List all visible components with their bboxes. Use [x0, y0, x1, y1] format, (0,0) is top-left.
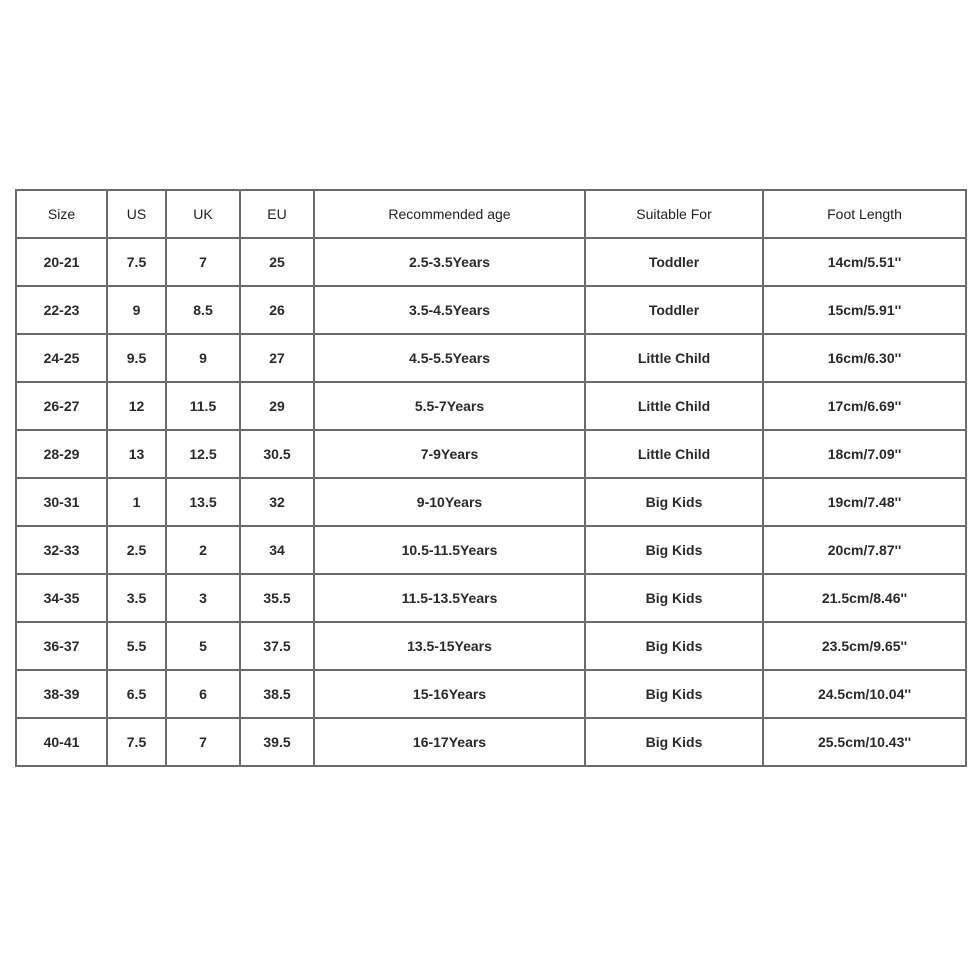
cell-foot-length: 14cm/5.51''	[763, 238, 966, 286]
header-eu: EU	[240, 190, 314, 238]
table-row	[16, 238, 966, 286]
cell-foot-length: 20cm/7.87''	[763, 526, 966, 574]
cell-us: 9	[107, 286, 166, 334]
header-recommended-age: Recommended age	[314, 190, 585, 238]
table-row	[16, 670, 966, 718]
cell-foot-length: 24.5cm/10.04''	[763, 670, 966, 718]
cell-foot-length: 15cm/5.91''	[763, 286, 966, 334]
cell-foot-length: 21.5cm/8.46''	[763, 574, 966, 622]
cell-foot-length: 25.5cm/10.43''	[763, 718, 966, 766]
cell-recommended-age: 11.5-13.5Years	[314, 574, 585, 622]
cell-suitable-for: Big Kids	[585, 526, 763, 574]
cell-size: 40-41	[16, 718, 107, 766]
cell-eu: 38.5	[240, 670, 314, 718]
cell-us: 12	[107, 382, 166, 430]
cell-uk: 13.5	[166, 478, 240, 526]
table-row	[16, 286, 966, 334]
cell-suitable-for: Little Child	[585, 382, 763, 430]
cell-us: 2.5	[107, 526, 166, 574]
cell-eu: 30.5	[240, 430, 314, 478]
cell-eu: 27	[240, 334, 314, 382]
cell-recommended-age: 16-17Years	[314, 718, 585, 766]
table-row	[16, 526, 966, 574]
cell-suitable-for: Little Child	[585, 334, 763, 382]
header-uk: UK	[166, 190, 240, 238]
cell-us: 3.5	[107, 574, 166, 622]
cell-suitable-for: Big Kids	[585, 574, 763, 622]
table-header	[16, 190, 966, 238]
cell-eu: 34	[240, 526, 314, 574]
cell-size: 30-31	[16, 478, 107, 526]
cell-uk: 3	[166, 574, 240, 622]
cell-recommended-age: 10.5-11.5Years	[314, 526, 585, 574]
cell-size: 26-27	[16, 382, 107, 430]
cell-recommended-age: 4.5-5.5Years	[314, 334, 585, 382]
cell-eu: 35.5	[240, 574, 314, 622]
cell-suitable-for: Big Kids	[585, 670, 763, 718]
cell-recommended-age: 2.5-3.5Years	[314, 238, 585, 286]
header-us: US	[107, 190, 166, 238]
cell-us: 6.5	[107, 670, 166, 718]
cell-eu: 37.5	[240, 622, 314, 670]
cell-eu: 32	[240, 478, 314, 526]
header-row	[16, 190, 966, 238]
cell-suitable-for: Big Kids	[585, 622, 763, 670]
cell-foot-length: 18cm/7.09''	[763, 430, 966, 478]
table-row	[16, 574, 966, 622]
table-row	[16, 478, 966, 526]
table-row	[16, 622, 966, 670]
cell-suitable-for: Little Child	[585, 430, 763, 478]
cell-uk: 9	[166, 334, 240, 382]
cell-suitable-for: Toddler	[585, 286, 763, 334]
cell-recommended-age: 3.5-4.5Years	[314, 286, 585, 334]
cell-us: 1	[107, 478, 166, 526]
cell-size: 24-25	[16, 334, 107, 382]
cell-us: 7.5	[107, 238, 166, 286]
cell-size: 20-21	[16, 238, 107, 286]
header-suitable-for: Suitable For	[585, 190, 763, 238]
table-body	[16, 238, 966, 766]
cell-foot-length: 19cm/7.48''	[763, 478, 966, 526]
cell-recommended-age: 15-16Years	[314, 670, 585, 718]
cell-size: 32-33	[16, 526, 107, 574]
cell-foot-length: 16cm/6.30''	[763, 334, 966, 382]
cell-recommended-age: 13.5-15Years	[314, 622, 585, 670]
header-foot-length: Foot Length	[763, 190, 966, 238]
cell-size: 38-39	[16, 670, 107, 718]
cell-us: 13	[107, 430, 166, 478]
cell-size: 22-23	[16, 286, 107, 334]
cell-eu: 39.5	[240, 718, 314, 766]
cell-eu: 26	[240, 286, 314, 334]
cell-uk: 6	[166, 670, 240, 718]
cell-uk: 11.5	[166, 382, 240, 430]
cell-uk: 7	[166, 238, 240, 286]
cell-us: 7.5	[107, 718, 166, 766]
table-row	[16, 334, 966, 382]
cell-foot-length: 17cm/6.69''	[763, 382, 966, 430]
cell-recommended-age: 7-9Years	[314, 430, 585, 478]
cell-suitable-for: Toddler	[585, 238, 763, 286]
cell-size: 28-29	[16, 430, 107, 478]
cell-recommended-age: 9-10Years	[314, 478, 585, 526]
cell-suitable-for: Big Kids	[585, 478, 763, 526]
size-chart-table	[15, 189, 967, 767]
cell-uk: 12.5	[166, 430, 240, 478]
table-row	[16, 718, 966, 766]
table-row	[16, 382, 966, 430]
cell-us: 5.5	[107, 622, 166, 670]
cell-uk: 5	[166, 622, 240, 670]
cell-uk: 8.5	[166, 286, 240, 334]
cell-size: 36-37	[16, 622, 107, 670]
cell-us: 9.5	[107, 334, 166, 382]
cell-recommended-age: 5.5-7Years	[314, 382, 585, 430]
header-size: Size	[16, 190, 107, 238]
cell-foot-length: 23.5cm/9.65''	[763, 622, 966, 670]
cell-eu: 29	[240, 382, 314, 430]
table-row	[16, 430, 966, 478]
cell-size: 34-35	[16, 574, 107, 622]
cell-suitable-for: Big Kids	[585, 718, 763, 766]
cell-eu: 25	[240, 238, 314, 286]
cell-uk: 7	[166, 718, 240, 766]
cell-uk: 2	[166, 526, 240, 574]
